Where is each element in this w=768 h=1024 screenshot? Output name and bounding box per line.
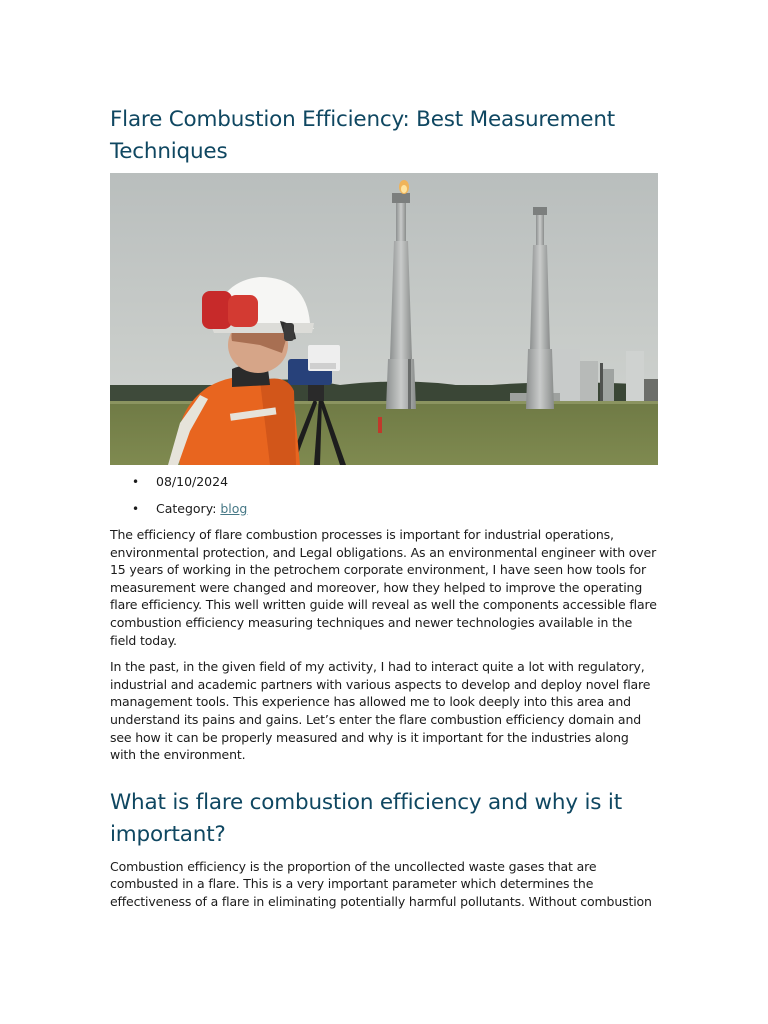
category-link[interactable]: blog — [220, 501, 248, 516]
article-title: Flare Combustion Efficiency: Best Measurement Techniques — [110, 107, 615, 164]
paragraph: In the past, in the given field of my activity, I had to interact quite a lot with regulatory, industrial and academic partners with various aspects to develop and deploy novel flare management tools. This experience has allowed me to look deeply into this area and understand its pains and gains. Let’s enter the flare combustion efficiency domain and see how it can be properly measured and why is it important for the industries along with the environment. — [110, 659, 651, 763]
paragraph: The efficiency of flare combustion processes is important for industrial operations, environmental protection, and Legal obligations. As an environmental engineer with over 15 years of working in the petrochem corporate environment, I have seen how tools for measurement were changed and moreover, how they helped to improve the operating flare efficiency. This well written guide will reveal as well the components accessible flare combustion efficiency measuring techniques and newer technologies available in the field today. — [110, 527, 657, 648]
section-paragraph: Combustion efficiency is the proportion of the uncollected waste gases that are combusted in a flare. This is a very important parameter which determines the effectiveness of a flare in eliminating potentially harmful pollutants. Without combustion — [110, 858, 652, 909]
bullet-icon: • — [132, 475, 140, 489]
category-label: Category: — [156, 501, 221, 516]
hero-image — [110, 173, 658, 465]
post-category — [110, 500, 658, 518]
post-date-text: 08/10/2024 — [156, 474, 229, 489]
bullet-icon: • — [132, 502, 140, 516]
section-heading: What is flare combustion efficiency and why is it important? — [110, 789, 622, 847]
post-meta — [110, 473, 658, 518]
post-date — [110, 473, 658, 491]
article — [110, 104, 658, 920]
